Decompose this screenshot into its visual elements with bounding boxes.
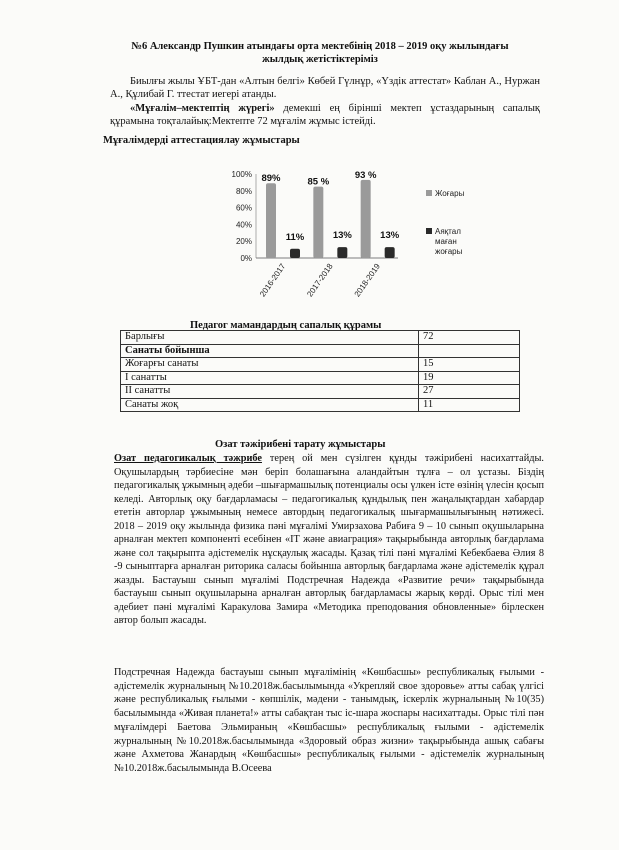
x-tick-label: 2018-2019 (352, 261, 382, 299)
teachers-paragraph (110, 102, 540, 129)
bar-ayaqtalmagan (337, 247, 347, 258)
legend-swatch-ayaqtalmagan (426, 228, 432, 234)
document-title: №6 Александр Пушкин атындағы орта мектебінің 2018 – 2019 оқу жылындағы жылдық жетістіктеріміз (131, 41, 509, 65)
y-tick-label: 0% (240, 254, 252, 263)
table-row (121, 358, 520, 372)
table-cell-value: 19 (419, 371, 520, 385)
bar-data-label: 85 % (307, 176, 330, 188)
legend-label-line: маған (435, 237, 457, 246)
table-row (121, 385, 520, 399)
experience-lead: Озат педагогикалық тәжрибе (114, 453, 262, 464)
table-row (121, 344, 520, 358)
table-cell-value (419, 344, 520, 358)
table-cell-label: I санатты (121, 371, 419, 385)
table-row (121, 371, 520, 385)
bar-data-label: 93 % (354, 169, 377, 181)
legend-swatch-zhogary (426, 190, 432, 196)
y-tick-label: 60% (235, 203, 252, 213)
table-row (121, 398, 520, 412)
chart-title: Мұғалімдерді аттестациялау жұмыстары (103, 135, 300, 146)
bar-data-label: 13% (380, 230, 400, 242)
bar-zhogary (266, 183, 276, 258)
bar-ayaqtalmagan (385, 247, 395, 258)
table-cell-label: Санаты бойынша (121, 344, 419, 358)
table-cell-label: Санаты жоқ (121, 398, 419, 412)
experience-paragraph (114, 452, 544, 628)
staff-composition-table (120, 330, 520, 412)
bar-ayaqtalmagan (290, 249, 300, 258)
section-title: Озат тәжірибені тарату жұмыстары (215, 439, 386, 450)
publications-paragraph: Подстречная Надежда бастауыш сынып мұғалімінің «Көшбасшы» республикалық ғылыми - әдістемелік журналының №10.2018ж.басылымында «Укрепляй свое здоровье» атты сабақ үлгісі және республикалық ғылыми - көпшілік, мәдени - танымдық, іскерлік журналының №10(35) басылымында «Живая планета!» атты сабақтан тыс іс-шара жоспары насихаттады. Орыс тілі пән мұғалімдері Баетова Эльмираның «Көшбасшы» республикалық ғылыми - әдістемелік журналының №10.2018ж.басылымында «Здоровый образ жизни» тақырыбында ашық сабағы және Ахметова Жанардың «Көшбасшы» республикалық ғылыми - әдістемелік журналының №10.2018ж.басылымында В.Осеева (114, 667, 544, 774)
table-cell-value: 11 (419, 398, 520, 412)
bar-zhogary (361, 180, 371, 258)
table-cell-label: Барлығы (121, 331, 419, 345)
teachers-text: демекші ең бірінші мектеп ұстаздарының сапалық құрамына тоқталайық:Мектепте 72 мұғалім жұмыс істейді. (110, 103, 540, 128)
legend-label-line: жоғары (435, 247, 463, 256)
bar-zhogary (313, 187, 323, 258)
bar-data-label: 89% (261, 173, 281, 185)
table-cell-value: 15 (419, 358, 520, 372)
table-row (121, 331, 520, 345)
y-tick-label: 20% (235, 237, 252, 247)
experience-text: терең ой мен сүзілген құнды тәжірибені насихаттайды. Оқушылардың тәрбиесіне мән беріп болашағына аландайтын тұлға – ол ұстазы. Біздің педагогикалық ұжымның әдеби –шығармашылық потенциалы осы үлкен істе өзінің үлесін қосып келеді. Авторлық оқу бағдарламасы – педагогикалық құндылық пен жаңалықтардан хабардар ететін авторлар ұжымының немесе автордың педагогикалық шығармашылығының нәтижесі. 2018 – 2019 оқу жылында физика пәні мұғалімі Умирзахова Рабиға 9 – 10 сынып оқушыларына арналған мектеп компоненті есебінен «IT және авиаграция» тақырыбында авторлық бағдарлама және сол тақырыпта әдістемелік нұсқаулық жасады. Қазақ тілі пәні мұғалімі Кебекбаева Әлия 8 -9 сыныптарға арналған риторика саласы бойынша авторлық бағдарлама және әдістемелік құрал жазды. Бастауыш сынып мұғалімі Подстречная Надежда «Развитие речи» тақырыбында бастауыш сынып оқушыларына арналған авторлық бағдарламасы жарық көрді. Орыс тілі мен әдебиет пәні мұғалімі Каракулова Замира «Методика преподования обновленные» бірлескен автор болып жасады. (114, 453, 544, 626)
teachers-quote: «Мұғалім–мектептің жүрегі» (130, 103, 275, 114)
attestation-bar-chart (198, 148, 528, 308)
table-cell-value: 27 (419, 385, 520, 399)
x-tick-label: 2016-2017 (257, 261, 288, 299)
table-title: Педагог мамандардың сапалық құрамы (190, 320, 382, 331)
legend-label-line: Аяқтал (435, 227, 461, 236)
intro-paragraph: Биылғы жылы ҰБТ-дан «Алтын белгі» Көбей Гүлнұр, «Үздік аттестат» Каблан А., Нуржан А., Құлибай Г. ттестат иегері атанды. (110, 76, 540, 101)
bar-data-label: 13% (332, 230, 352, 242)
table-cell-value: 72 (419, 331, 520, 345)
bar-data-label: 11% (285, 231, 305, 243)
legend-label-zhogary: Жоғары (435, 189, 465, 198)
y-tick-label: 80% (235, 186, 252, 196)
y-tick-label: 40% (235, 220, 252, 230)
table-cell-label: Жоғарғы санаты (121, 358, 419, 372)
y-tick-label: 100% (231, 170, 252, 179)
x-tick-label: 2017-2018 (305, 261, 335, 299)
table-cell-label: II санатты (121, 385, 419, 399)
